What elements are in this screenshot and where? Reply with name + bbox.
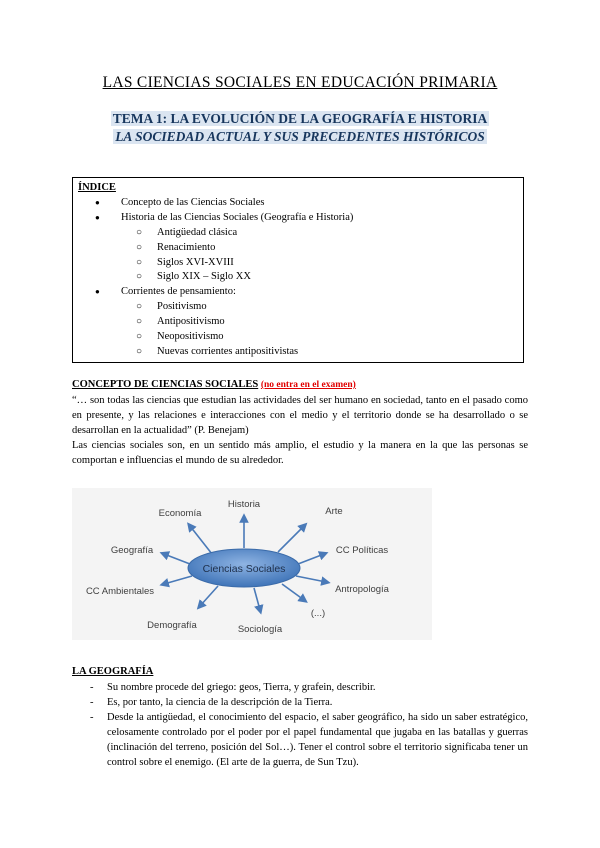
concepto-section xyxy=(72,377,528,468)
index-title: ÍNDICE xyxy=(78,182,116,193)
label-arte: Arte xyxy=(325,506,343,517)
tema-subtitle xyxy=(0,129,600,145)
tema-title xyxy=(0,111,600,127)
index-subitem: ○ Positivismo xyxy=(78,300,518,315)
ciencias-sociales-diagram xyxy=(72,488,432,640)
index-subitem: ○ Siglo XIX – Siglo XX xyxy=(78,270,518,285)
geografia-list xyxy=(72,680,528,770)
exam-note: (no entra en el examen) xyxy=(260,380,356,390)
list-item: - Desde la antigüedad, el conocimiento del espacio, el saber geográfico, ha sido un saber estratégico, celosamente controlado por el poder por el papel fundamental que jugaba en las batallas y guerras (inclinación del terreno, posición del Sol…). Tener el control sobre el territorio significaba tener un control sobre el enemigo. (El arte de la guerra, de Sun Tzu). xyxy=(72,710,528,770)
concepto-heading-line xyxy=(72,377,528,393)
document-title: LAS CIENCIAS SOCIALES EN EDUCACIÓN PRIMARIA xyxy=(102,74,498,91)
index-subitem: ○ Renacimiento xyxy=(78,241,518,256)
index-box xyxy=(72,177,524,363)
center-label: Ciencias Sociales xyxy=(202,563,286,575)
concepto-heading: CONCEPTO DE CIENCIAS SOCIALES xyxy=(72,379,259,390)
label-cc-ambientales: CC Ambientales xyxy=(85,586,155,597)
index-item: ● Historia de las Ciencias Sociales (Geografía e Historia) xyxy=(78,211,518,226)
label-etc: (...) xyxy=(310,608,326,619)
label-demografia: Demografía xyxy=(147,620,197,631)
label-historia: Historia xyxy=(227,499,261,510)
diagram-svg xyxy=(72,488,432,640)
label-geografia: Geografía xyxy=(110,545,154,556)
tema-title-text: TEMA 1: LA EVOLUCIÓN DE LA GEOGRAFÍA E HISTORIA xyxy=(112,111,488,126)
label-antropologia: Antropología xyxy=(335,584,389,595)
concepto-quote: “… son todas las ciencias que estudian las actividades del ser humano en sociedad, tanto en el pasado como en presente, y las relaciones e interacciones con el medio y el territorio donde se ha desarrollado o se desarrollan en la actualidad” (P. Benejam) xyxy=(72,395,528,436)
index-item: ● Concepto de las Ciencias Sociales xyxy=(78,196,518,211)
index-item: ● Corrientes de pensamiento: xyxy=(78,285,518,300)
geografia-heading: LA GEOGRAFÍA xyxy=(72,666,154,677)
index-subitem: ○ Antigüedad clásica xyxy=(78,226,518,241)
list-item: - Su nombre procede del griego: geos, Tierra, y grafein, describir. xyxy=(72,680,528,695)
geografia-heading-block xyxy=(72,664,528,679)
index-subitem: ○ Neopositivismo xyxy=(78,330,518,345)
index-subitem: ○ Antipositivismo xyxy=(78,315,518,330)
label-economia: Economía xyxy=(158,508,202,519)
label-cc-politicas: CC Políticas xyxy=(335,545,389,556)
concepto-paragraph: Las ciencias sociales son, en un sentido más amplio, el estudio y la manera en la que las personas se comportan e influencias el mundo de su alrededor. xyxy=(72,440,528,466)
index-subitem: ○ Siglos XVI-XVIII xyxy=(78,256,518,271)
index-subitem: ○ Nuevas corrientes antipositivistas xyxy=(78,345,518,360)
tema-subtitle-text: LA SOCIEDAD ACTUAL Y SUS PRECEDENTES HISTÓRICOS xyxy=(115,129,485,144)
label-sociologia: Sociología xyxy=(237,624,283,635)
list-item: - Es, por tanto, la ciencia de la descripción de la Tierra. xyxy=(72,695,528,710)
